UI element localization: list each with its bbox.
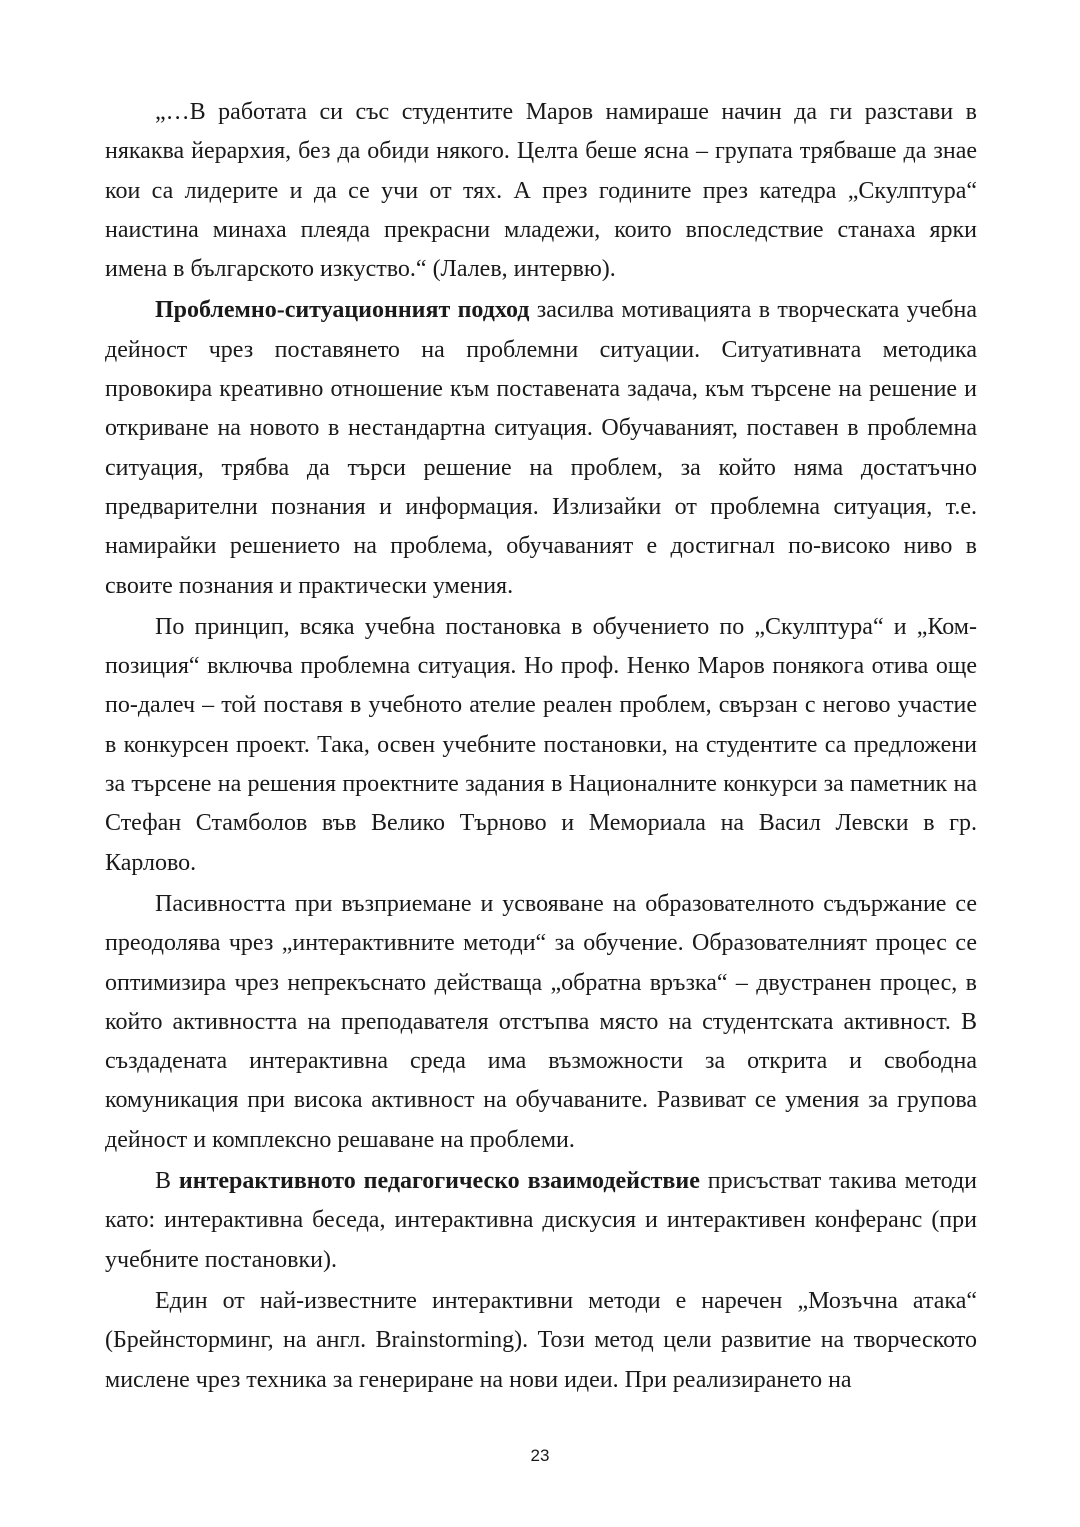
- page-number: 23: [530, 1446, 550, 1465]
- paragraph-text: Един от най-известните интерактивни методи е наречен „Мозъчна атака“ (Брейнсторминг, на англ. Brainstorming). Този метод цели развитие на творческото мислене чрез техника за генериране на нови идеи. При реализирането на: [105, 1287, 977, 1393]
- paragraph-text: Пасивността при възприемане и усвояване на образователното съдържание се преодолява чрез „интерактивните методи“ за обучение. Образователният процес се оптимизира чрез непрекъснато действаща „обратна връзка“ – двустранен процес, в който активността на преподавателя отстъпва място на студентската активност. В създадената интерактивна среда има възможности за открита и свободна комуникация при висока активност на обучаваните. Развиват се умения за групова дейност и комплексно решаване на проблеми.: [105, 890, 977, 1153]
- paragraph-lead: В: [155, 1168, 179, 1195]
- paragraph-principle: [105, 608, 977, 883]
- paragraph-text: „…В работата си със студентите Маров намираше начин да ги разстави в някаква йерархия, без да обиди някого. Целта беше ясна – групата трябваше да знае кои са лидерите и да се учи от тях. А през годините през катедра „Скулптура“ наистина минаха плеяда прекрасни младежи, които впоследствие станаха ярки имена в българското изкуство.“ (Лалев, интервю).: [105, 99, 977, 283]
- paragraph-text: засилва мотивацията в творческата учебна дейност чрез поставянето на проблемни ситуации. Ситуативната методика провокира креативно отношение към поставената задача, към търсене на решение и откриване на новото в нестандартна ситуация. Обучаваният, поставен в проблемна ситуация, трябва да търси решение на проблем, за който няма достатъчно предварителни познания и информация. Излизайки от проблемна ситуация, т.е. намирайки решението на проблема, обучаваният е достигнал по-високо ниво в своите познания и практически умения.: [105, 297, 977, 599]
- bold-term: интерактивното педагогическо взаимодействие: [178, 1168, 700, 1195]
- paragraph-interactive: [105, 1162, 977, 1280]
- paragraph-text: присъстват такива методи като: интерактивна беседа, интерактивна дискусия и интерактивен конферанс (при учебните постановки).: [105, 1168, 977, 1273]
- paragraph-passivity: [105, 885, 977, 1160]
- paragraph-problem-approach: [105, 291, 977, 605]
- paragraph-quote: [105, 93, 977, 289]
- paragraph-brainstorming: [105, 1282, 977, 1400]
- bold-term: Проблемно-ситуационният подход: [155, 297, 530, 324]
- paragraph-text: По принцип, всяка учебна постановка в обучението по „Скулптура“ и „Композиция“ включва проблемна ситуация. Но проф. Ненко Маров понякога отива още по-далеч – той поставя в учебното ателие реален проблем, свързан с негово участие в конкурсен проект. Така, освен учебните постановки, на студентите са предложени за търсене на решения проектните задания в Националните конкурси за паметник на Стефан Стамболов във Велико Търново и Мемориала на Васил Левски в гр. Карлово.: [105, 613, 977, 876]
- body-text: [105, 93, 977, 1400]
